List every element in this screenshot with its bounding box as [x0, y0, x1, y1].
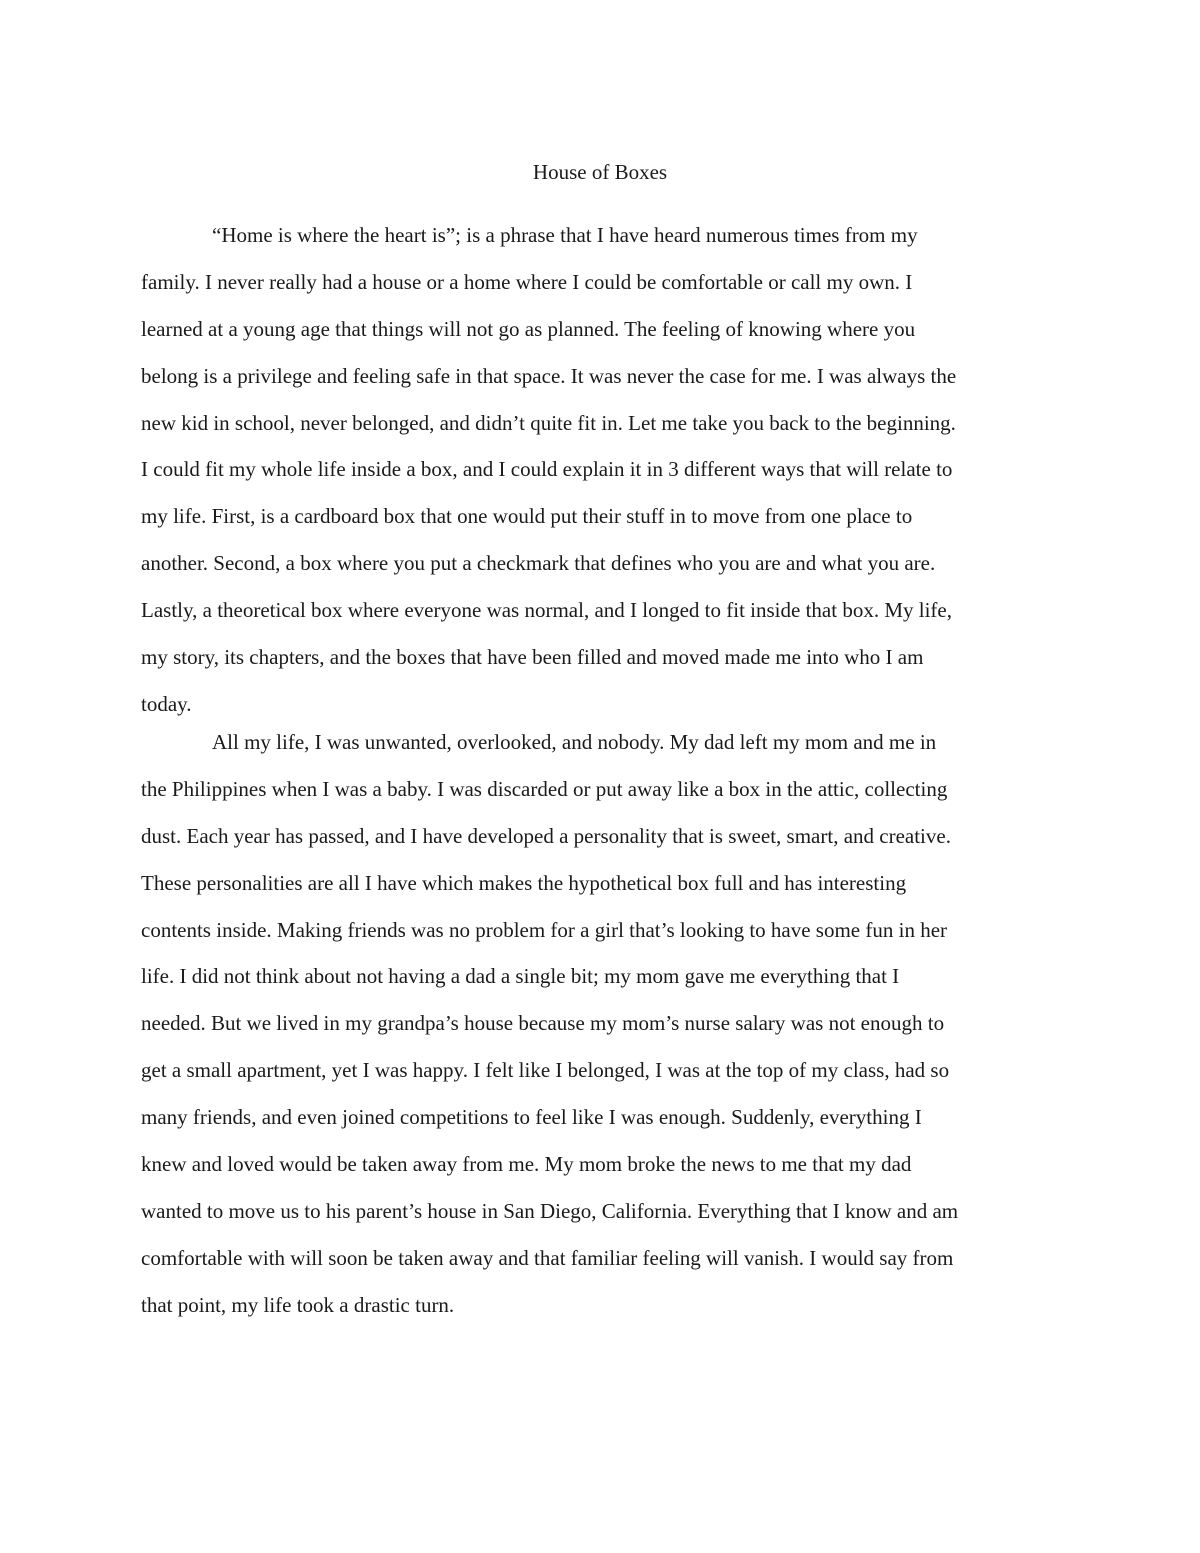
paragraph-line: family. I never really had a house or a home where I could be comfortable or call my own. I: [141, 269, 913, 294]
paragraph-line: knew and loved would be taken away from me. My mom broke the news to me that my dad: [141, 1152, 912, 1177]
paragraph-line: get a small apartment, yet I was happy. I felt like I belonged, I was at the top of my class, had so: [141, 1058, 950, 1083]
paragraph-line: that point, my life took a drastic turn.: [141, 1292, 455, 1317]
paragraph-line: Lastly, a theoretical box where everyone was normal, and I longed to fit inside that box. My life,: [141, 598, 952, 623]
paragraph-line: learned at a young age that things will not go as planned. The feeling of knowing where you: [141, 316, 916, 341]
paragraph-line: another. Second, a box where you put a checkmark that defines who you are and what you are.: [141, 551, 936, 576]
document-title: House of Boxes: [532, 160, 668, 184]
paragraph-line: the Philippines when I was a baby. I was discarded or put away like a box in the attic, collecting: [141, 776, 948, 801]
paragraph-line: wanted to move us to his parent’s house in San Diego, California. Everything that I know and am: [141, 1198, 959, 1223]
paragraph-line: belong is a privilege and feeling safe in that space. It was never the case for me. I was always the: [141, 363, 957, 388]
paragraph-line: These personalities are all I have which makes the hypothetical box full and has interesting: [141, 870, 907, 895]
paragraph-line: comfortable with will soon be taken away and that familiar feeling will vanish. I would say from: [141, 1245, 954, 1270]
paragraph-line: new kid in school, never belonged, and didn’t quite fit in. Let me take you back to the beginning.: [141, 410, 956, 435]
paragraph-line: my life. First, is a cardboard box that one would put their stuff in to move from one place to: [141, 504, 913, 529]
paragraph-line: my story, its chapters, and the boxes that have been filled and moved made me into who I am: [141, 645, 924, 670]
paragraph-line: today.: [141, 691, 192, 716]
paragraph-line: All my life, I was unwanted, overlooked, and nobody. My dad left my mom and me in: [212, 730, 937, 754]
paragraph-line: I could fit my whole life inside a box, and I could explain it in 3 different ways that will relate to: [141, 457, 953, 482]
paragraph-1: [141, 212, 1061, 728]
paragraph-line: needed. But we lived in my grandpa’s house because my mom’s nurse salary was not enough to: [141, 1011, 945, 1036]
paragraph-line: “Home is where the heart is”; is a phrase that I have heard numerous times from my: [212, 223, 918, 247]
paragraph-line: many friends, and even joined competitions to feel like I was enough. Suddenly, everything I: [141, 1105, 922, 1130]
paragraph-line: life. I did not think about not having a dad a single bit; my mom gave me everything that I: [141, 964, 900, 989]
paragraph-2: [141, 719, 1061, 1329]
paragraph-line: contents inside. Making friends was no problem for a girl that’s looking to have some fun in her: [141, 917, 948, 942]
paragraph-line: dust. Each year has passed, and I have developed a personality that is sweet, smart, and creative.: [141, 823, 951, 848]
